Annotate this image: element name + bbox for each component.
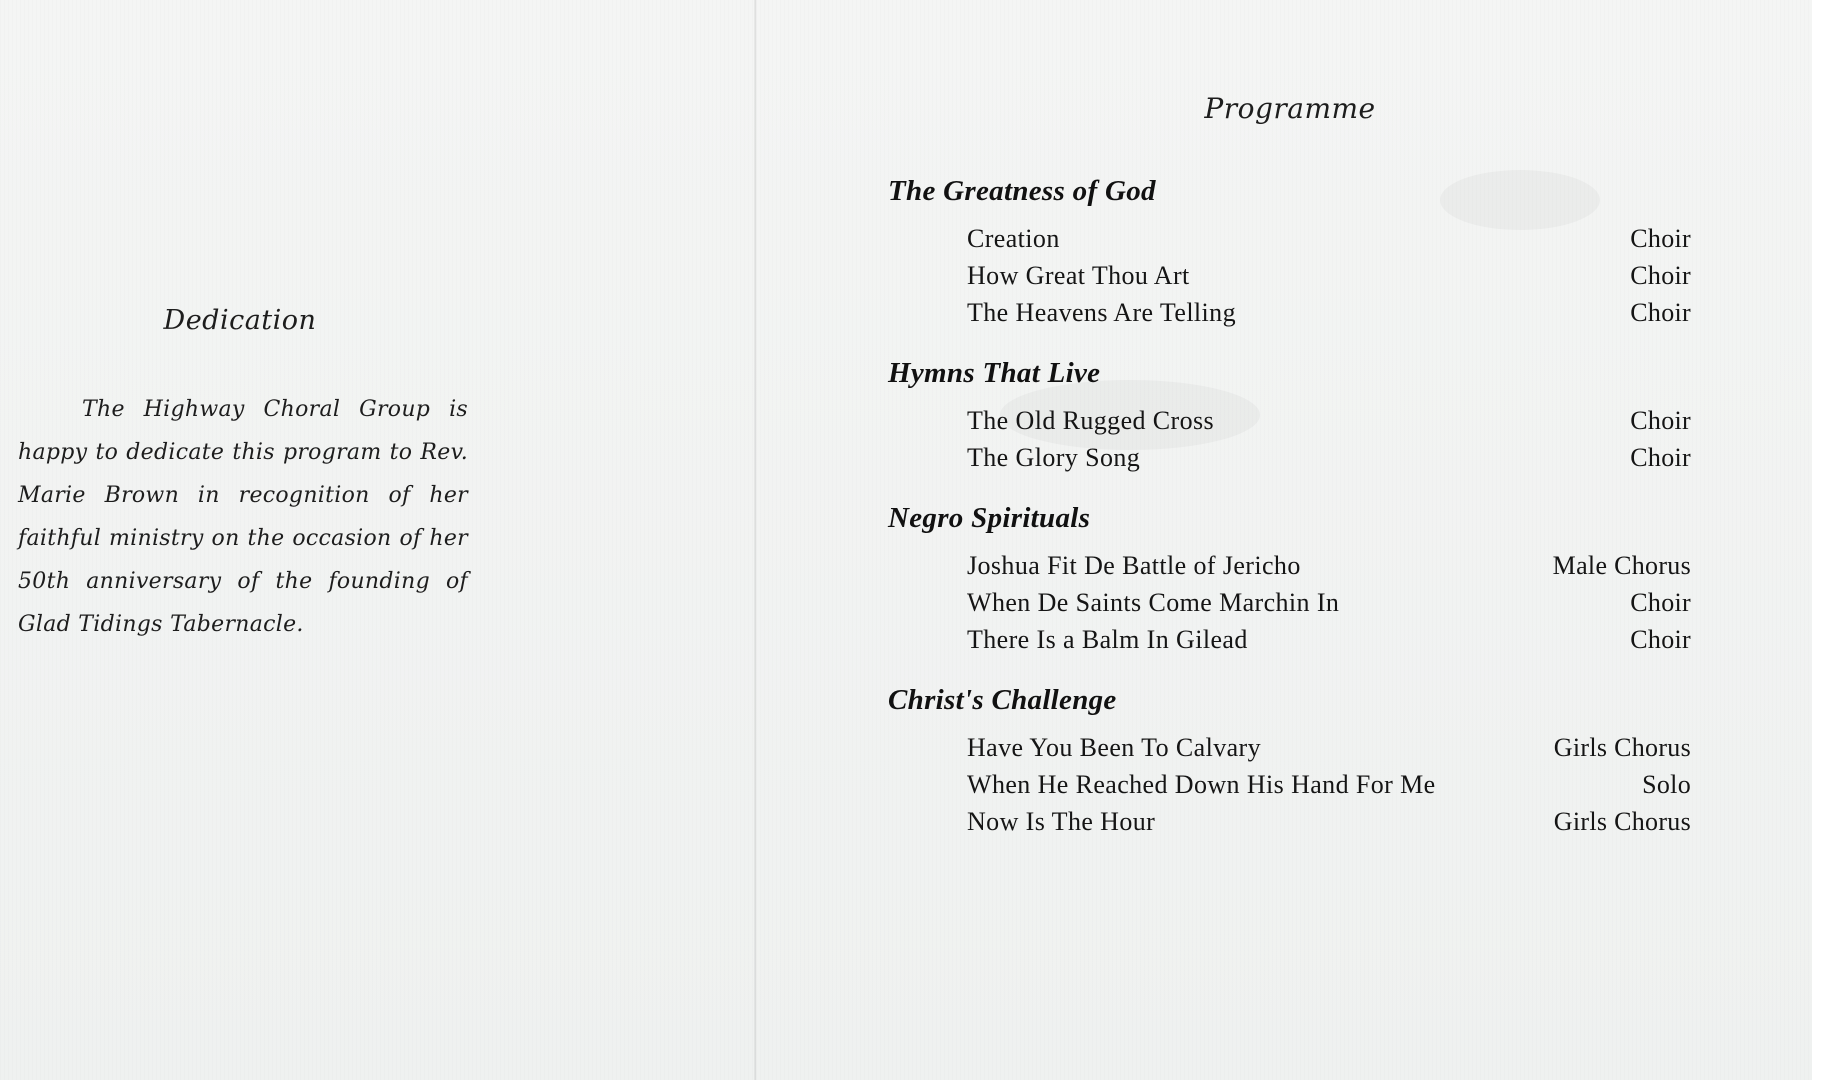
section-title: The Greatness of God <box>888 175 1156 207</box>
programme-item <box>967 443 1691 479</box>
programme-title: Programme <box>1204 92 1376 125</box>
programme-item <box>967 298 1691 334</box>
item-performer: Choir <box>1630 625 1691 654</box>
item-performer: Choir <box>1630 298 1691 327</box>
programme-item <box>967 406 1691 442</box>
item-performer: Choir <box>1630 261 1691 290</box>
center-fold <box>754 0 757 1080</box>
item-performer: Solo <box>1642 770 1691 799</box>
item-performer: Choir <box>1630 443 1691 472</box>
item-performer: Choir <box>1630 406 1691 435</box>
item-title: Creation <box>967 224 1060 253</box>
programme-item <box>967 625 1691 661</box>
item-title: How Great Thou Art <box>967 261 1190 290</box>
paper-smudge <box>1440 170 1600 230</box>
programme-item <box>967 551 1691 587</box>
item-performer: Male Chorus <box>1552 551 1691 580</box>
item-title: Now Is The Hour <box>967 807 1156 836</box>
item-performer: Choir <box>1630 224 1691 253</box>
section-title: Negro Spirituals <box>888 502 1091 534</box>
dedication-text: The Highway Choral Group is happy to dedicate this program to Rev. Marie Brown in recognition of her faithful ministry on the occasion of her 50th anniversary of the founding of Glad Tidings Tabernacle. <box>18 397 468 637</box>
item-title: Have You Been To Calvary <box>967 733 1261 762</box>
item-performer: Girls Chorus <box>1553 733 1691 762</box>
item-performer: Choir <box>1630 588 1691 617</box>
item-title: When He Reached Down His Hand For Me <box>967 770 1436 799</box>
programme-item <box>967 224 1691 260</box>
paper-edge <box>1812 0 1822 1080</box>
programme-item <box>967 770 1691 806</box>
programme-item <box>967 588 1691 624</box>
section-title: Hymns That Live <box>888 357 1101 389</box>
item-title: The Heavens Are Telling <box>967 298 1236 327</box>
programme-item <box>967 807 1691 843</box>
programme-item <box>967 261 1691 297</box>
item-performer: Girls Chorus <box>1553 807 1691 836</box>
item-title: When De Saints Come Marchin In <box>967 588 1340 617</box>
dedication-title: Dedication <box>163 305 317 336</box>
item-title: The Glory Song <box>967 443 1141 472</box>
item-title: There Is a Balm In Gilead <box>967 625 1248 654</box>
programme-item <box>967 733 1691 769</box>
section-title: Christ's Challenge <box>888 684 1117 716</box>
item-title: Joshua Fit De Battle of Jericho <box>967 551 1301 580</box>
item-title: The Old Rugged Cross <box>967 406 1215 435</box>
